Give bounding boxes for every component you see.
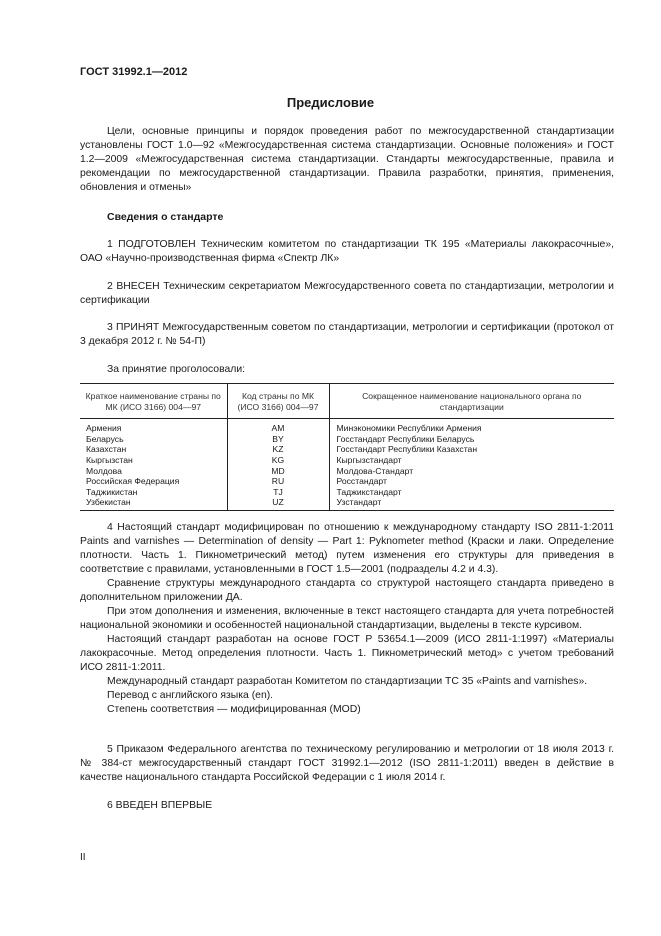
item-6-text: 6 ВВЕДЕН ВПЕРВЫЕ <box>107 800 213 811</box>
country-name-cell: Российская Федерация <box>86 476 180 487</box>
standards-body-cell: Кыргызстандарт <box>329 455 614 466</box>
table-row <box>80 455 614 466</box>
document-code-header: ГОСТ 31992.1—2012 <box>80 66 188 78</box>
country-name-cell: Узбекистан <box>80 497 227 510</box>
country-code-cell: AM <box>227 419 329 434</box>
header-standards-body: Сокращенное наименование национального органа по стандартизации <box>329 384 614 419</box>
item-4-basis-text: Настоящий стандарт разработан на основе ГОСТ Р 53654.1—2009 (ИСО 2811-1:1997) «Материалы лакокрасочные. Метод определения плотности. Часть 1. Пикнометрический метод» с учетом требований ИСО 2811-1:2011. <box>80 634 614 673</box>
standards-body-cell: Минэкономики Республики Армения <box>329 419 614 434</box>
table-row <box>80 487 614 498</box>
item-6-paragraph <box>80 799 614 813</box>
item-3-text: 3 ПРИНЯТ Межгосударственным советом по стандартизации, метрологии и сертификации (протокол от 3 декабря 2012 г. № 54-П) <box>80 322 614 347</box>
standards-body-cell: Таджикстандарт <box>329 487 614 498</box>
country-name-cell: Беларусь <box>86 433 124 444</box>
item-5-paragraph <box>80 743 614 785</box>
item-4-translation-text: Перевод с английского языка (en). <box>107 690 274 701</box>
table-row <box>80 444 614 455</box>
country-code-cell: MD <box>227 466 329 477</box>
section-heading: Сведения о стандарте <box>107 211 224 223</box>
table-row <box>80 466 614 477</box>
item-4-committee-text: Международный стандарт разработан Комитетом по стандартизации ТС 35 «Paints and varnishes». <box>107 676 588 687</box>
standards-body-cell: Госстандарт Республики Беларусь <box>329 434 614 445</box>
intro-paragraph <box>80 125 614 195</box>
member-countries-table <box>80 383 614 511</box>
item-3-paragraph <box>80 321 614 349</box>
standards-body-cell: Госстандарт Республики Казахстан <box>329 444 614 455</box>
table-row <box>80 476 614 487</box>
standards-body-cell: Росстандарт <box>329 476 614 487</box>
item-5-text: 5 Приказом Федерального агентства по техническому регулированию и метрологии от 18 июля 2013 г. № 384-ст межгосударственный стандарт ГОСТ 31992.1—2012 (ISO 2811-1:2011) введен в действие в качестве национального стандарта Российской Федерации с 1 июля 2014 г. <box>80 744 614 783</box>
header-country-name: Краткое наименование страны по МК (ИСО 3166) 004—97 <box>80 384 227 419</box>
item-1-paragraph <box>80 238 614 266</box>
country-code-cell: KZ <box>227 444 329 455</box>
item-2-paragraph <box>80 280 614 308</box>
item-1-text: 1 ПОДГОТОВЛЕН Техническим комитетом по стандартизации ТК 195 «Материалы лакокрасочные», ОАО «Научно-производственная фирма «Спектр ЛК» <box>80 239 614 264</box>
standards-body-cell: Молдова-Стандарт <box>329 466 614 477</box>
page-title: Предисловие <box>286 95 375 110</box>
voted-label-paragraph <box>80 363 614 377</box>
country-name-cell: Армения <box>86 423 122 434</box>
item-4-section <box>80 521 614 717</box>
standards-body-cell: Узстандарт <box>329 497 614 510</box>
item-4-additions-text: При этом дополнения и изменения, включенные в текст настоящего стандарта для учета потребностей национальной экономики и особенностей национальной стандартизации, выделены в тексте курсивом. <box>80 606 614 631</box>
country-code-cell: RU <box>227 476 329 487</box>
table-row <box>80 434 614 445</box>
country-name-cell: Таджикистан <box>86 486 138 497</box>
header-country-code: Код страны по МК (ИСО 3166) 004—97 <box>227 384 329 419</box>
item-4-conformity-text: Степень соответствия — модифицированная (MOD) <box>107 704 361 715</box>
intro-text: Цели, основные принципы и порядок проведения работ по межгосударственной стандартизации установлены ГОСТ 1.0—92 «Межгосударственная система стандартизации. Основные положения» и ГОСТ 1.2—2009 «Межгосударственная система стандартизации. Стандарты межгосударственные, правила и рекомендации по межгосударственной стандартизации. Правила разработки, принятия, применения, обновления и отмены» <box>80 126 614 193</box>
country-name-cell: Кыргызстан <box>86 454 133 465</box>
table-header-row <box>80 384 614 419</box>
country-name-cell: Молдова <box>86 465 122 476</box>
page-number: II <box>80 852 86 863</box>
item-4-comparison-text: Сравнение структуры международного стандарта со структурой настоящего стандарта приведено в дополнительном приложении ДА. <box>80 578 614 603</box>
country-code-cell: KG <box>227 455 329 466</box>
country-name-cell: Казахстан <box>86 444 127 455</box>
country-code-cell: TJ <box>227 487 329 498</box>
table-row <box>80 497 614 510</box>
table-row <box>80 419 614 434</box>
voted-label: За принятие проголосовали: <box>107 364 246 375</box>
item-4-text: 4 Настоящий стандарт модифицирован по отношению к международному стандарту ISO 2811-1:2011 Paints and varnishes — Determination of density — Part 1: Pyknometer method (Краски и лаки. Определение плотности. Часть 1. Пикнометрический метод) путем изменения его структуры для приведения в соответствие с правилами, установленными в ГОСТ 1.5—2001 (подразделы 4.2 и 4.3). <box>80 522 614 575</box>
item-2-text: 2 ВНЕСЕН Техническим секретариатом Межгосударственного совета по стандартизации, метрологии и сертификации <box>80 281 614 306</box>
country-code-cell: UZ <box>227 497 329 510</box>
country-code-cell: BY <box>227 434 329 445</box>
